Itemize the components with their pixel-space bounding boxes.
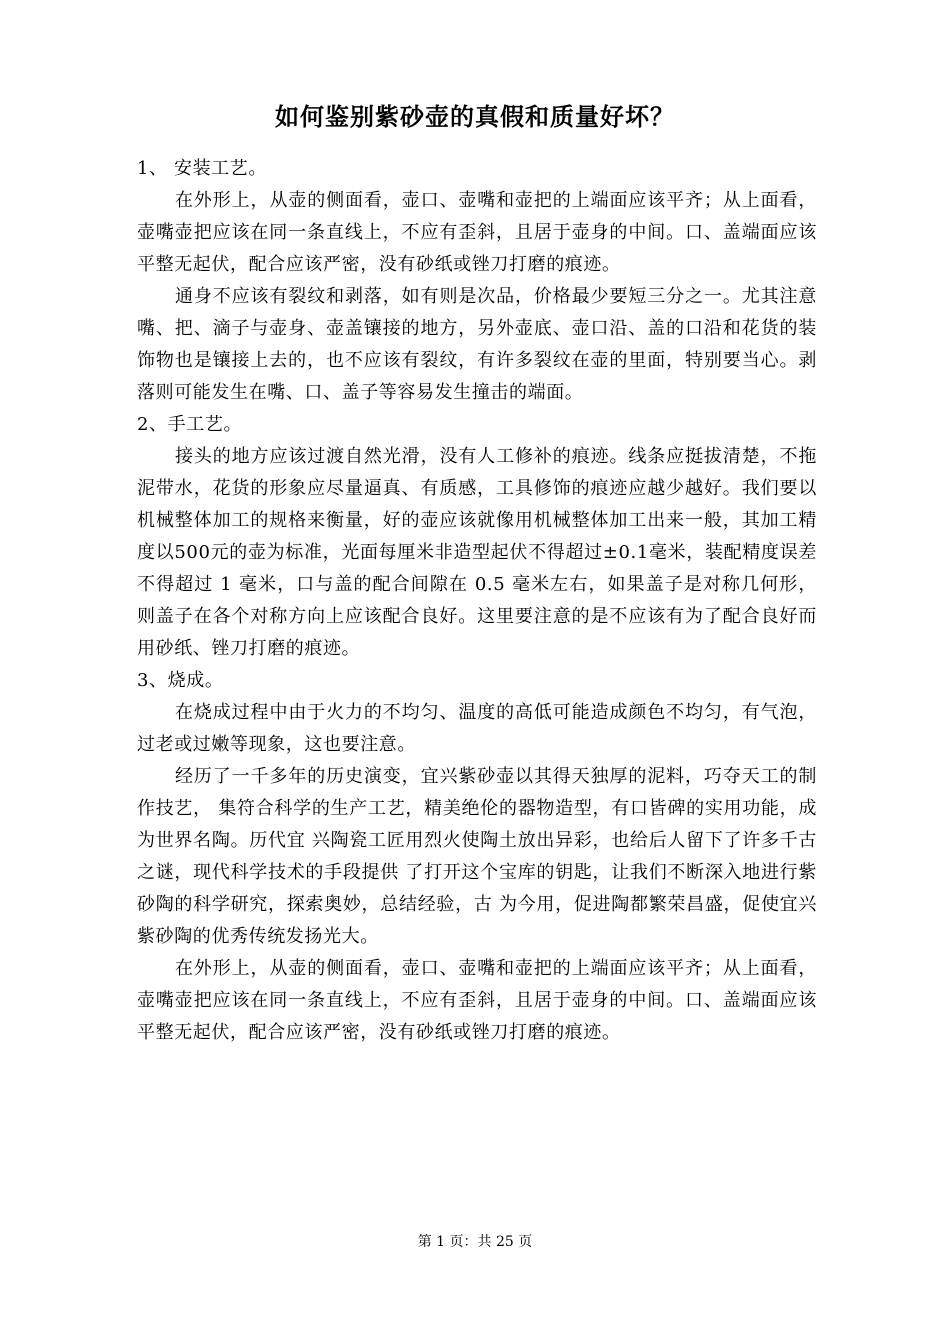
section-heading-2: 2、手工艺。 (137, 414, 243, 435)
paragraph: 接头的地方应该过渡自然光滑，没有人工修补的痕迹。线条应挺拔清楚，不拖泥带水，花货的形象应尽量逼真、有质感，工具修饰的痕迹应越少越好。我们要以机械整体加工的规格来衡量，好的壶应该就像用机械整体加工出来一般，其加工精度以500元的壶为标准，光面每厘米非造型起伏不得超过±0.1毫米，装配精度误差不得超过 1 毫米，口与盖的配合间隙在 0.5 毫米左右，如果盖子是对称几何形，则盖子在各个对称方向上应该配合良好。这里要注意的是不应该有为了配合良好而用砂纸、锉刀打磨的痕迹。 (137, 446, 817, 659)
paragraph: 在外形上，从壶的侧面看，壶口、壶嘴和壶把的上端面应该平齐；从上面看，壶嘴壶把应该在同一条直线上，不应有歪斜，且居于壶身的中间。口、盖端面应该平整无起伏，配合应该严密，没有砂纸或锉刀打磨的痕迹。 (137, 190, 817, 275)
paragraph: 在烧成过程中由于火力的不均匀、温度的高低可能造成颜色不均匀，有气泡，过老或过嫩等现象，这也要注意。 (137, 702, 817, 755)
paragraph: 通身不应该有裂纹和剥落，如有则是次品，价格最少要短三分之一。尤其注意嘴、把、滴子与壶身、壶盖镶接的地方，另外壶底、壶口沿、盖的口沿和花货的装饰物也是镶接上去的，也不应该有裂纹，有许多裂纹在壶的里面，特别要当心。剥落则可能发生在嘴、口、盖子等容易发生撞击的端面。 (137, 286, 817, 403)
paragraph: 经历了一千多年的历史演变，宜兴紫砂壶以其得天独厚的泥料，巧夺天工的制作技艺， 集符合科学的生产工艺，精美绝伦的器物造型，有口皆碑的实用功能，成为世界名陶。历代宜 兴陶瓷工匠用烈火使陶土放出异彩，也给后人留下了许多千古之谜，现代科学技术的手段提供 了打开这个宝库的钥匙，让我们不断深入地进行紫砂陶的科学研究，探索奥妙，总结经验，古 为今用，促进陶都繁荣昌盛，促使宜兴紫砂陶的优秀传统发扬光大。 (137, 766, 817, 947)
document-title: 如何鉴别紫砂壶的真假和质量好坏？ (275, 102, 675, 131)
page-footer: 第 1 页：共 25 页 (417, 1234, 533, 1250)
section-heading-3: 3、烧成。 (137, 670, 224, 691)
section-heading-1: 1、 安装工艺。 (137, 158, 267, 179)
document-body (137, 153, 817, 1049)
paragraph: 在外形上，从壶的侧面看，壶口、壶嘴和壶把的上端面应该平齐；从上面看，壶嘴壶把应该在同一条直线上，不应有歪斜，且居于壶身的中间。口、盖端面应该平整无起伏，配合应该严密，没有砂纸或锉刀打磨的痕迹。 (137, 958, 817, 1043)
